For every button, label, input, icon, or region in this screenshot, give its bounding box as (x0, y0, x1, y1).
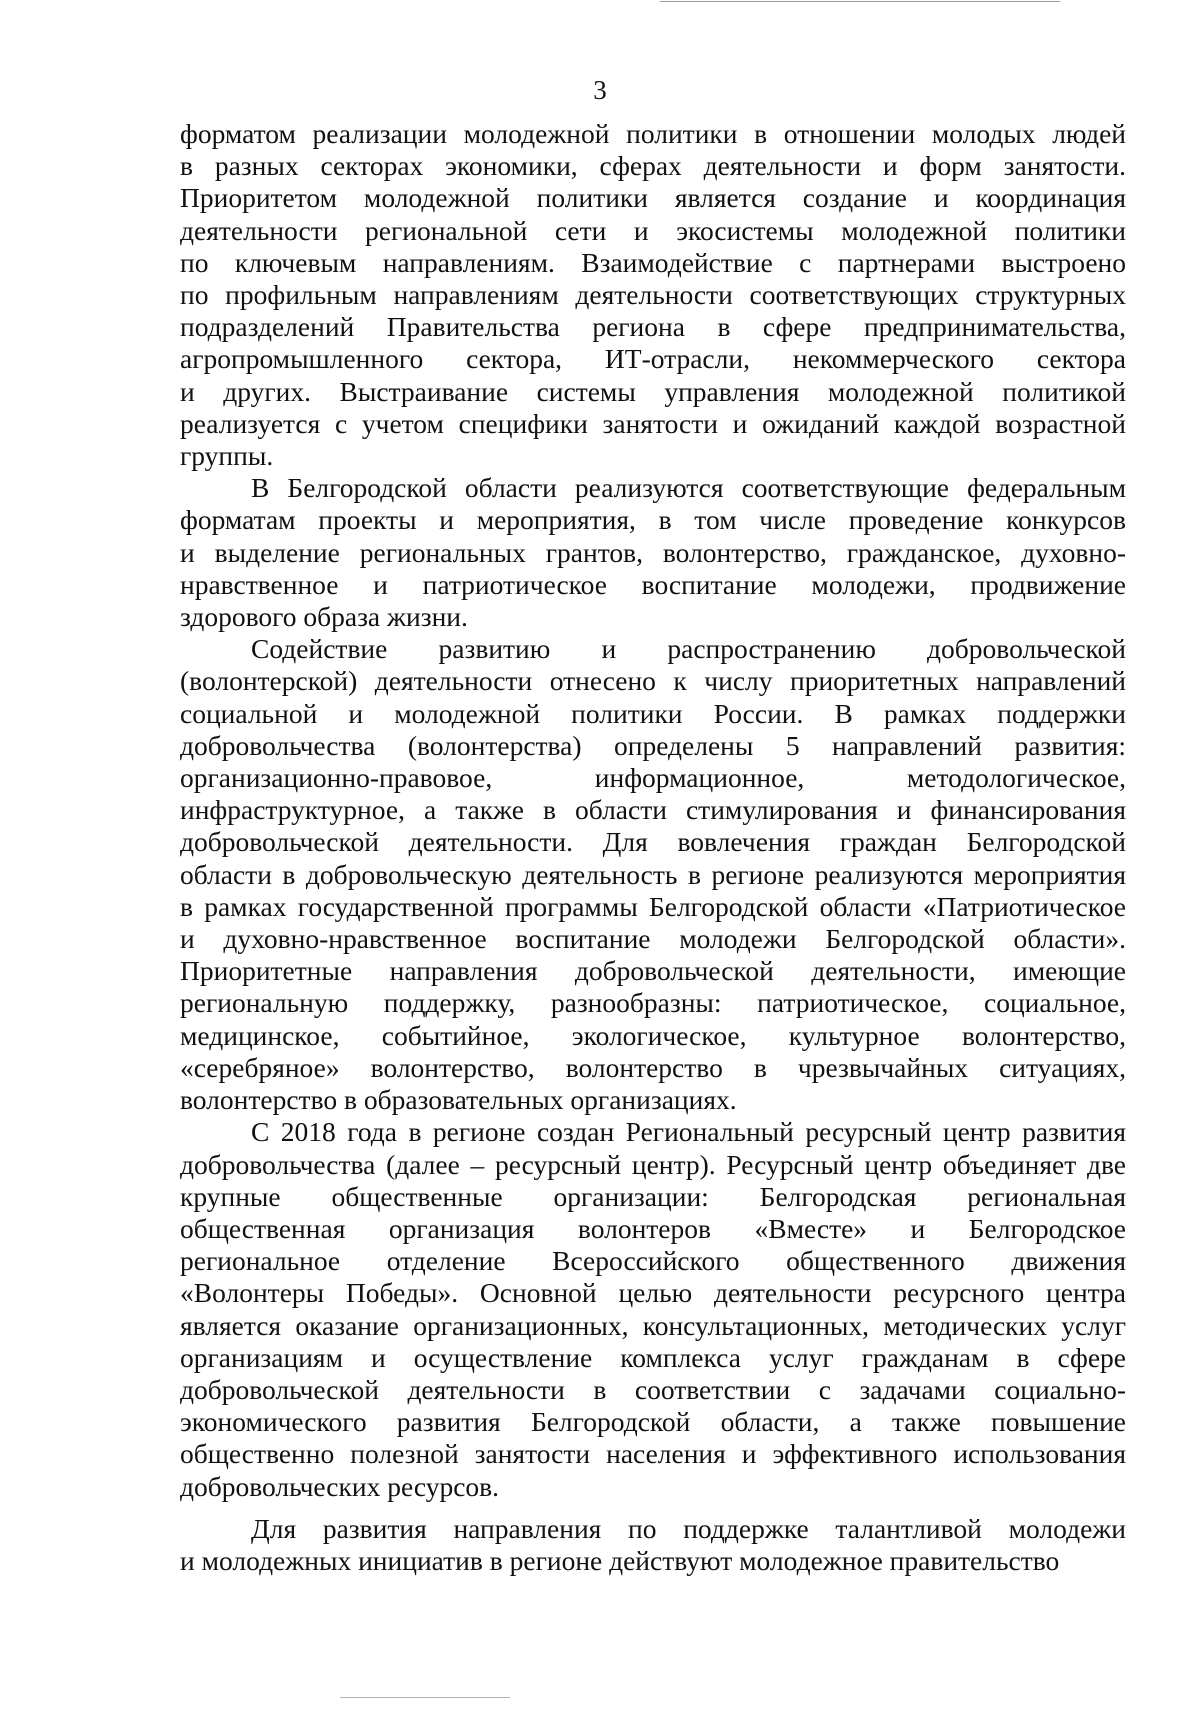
text-line: медицинское, событийное, экологическое, культурное волонтерство, (180, 1019, 1126, 1051)
text-line: Для развития направления по поддержке талантливой молодежи (251, 1512, 1126, 1544)
text-line: добровольческих ресурсов. (180, 1470, 500, 1502)
scan-artifact-top (660, 1, 1060, 2)
text-line: добровольческой деятельности в соответствии с задачами социально- (180, 1373, 1126, 1405)
text-line: Приоритетные направления добровольческой деятельности, имеющие (180, 955, 1126, 987)
text-line: С 2018 года в регионе создан Региональный ресурсный центр развития (251, 1116, 1126, 1148)
text-line: волонтерство в образовательных организациях. (180, 1084, 737, 1116)
text-line: по ключевым направлениям. Взаимодействие с партнерами выстроено (180, 246, 1126, 278)
text-line: агропромышленного сектора, ИТ-отрасли, некоммерческого сектора (180, 343, 1126, 375)
text-line: области в добровольческую деятельность в регионе реализуются мероприятия (180, 858, 1126, 890)
text-line: реализуется с учетом специфики занятости и ожиданий каждой возрастной (180, 407, 1126, 439)
text-line: региональную поддержку, разнообразны: патриотическое, социальное, (180, 987, 1126, 1019)
text-line: и выделение региональных грантов, волонтерство, гражданское, духовно- (180, 536, 1126, 568)
text-line: в рамках государственной программы Белгородской области «Патриотическое (180, 890, 1126, 922)
text-line: добровольчества (волонтерства) определены 5 направлений развития: (180, 729, 1126, 761)
text-line: является оказание организационных, консультационных, методических услуг (180, 1309, 1126, 1341)
text-line: в разных секторах экономики, сферах деятельности и форм занятости. (180, 150, 1126, 182)
text-line: подразделений Правительства региона в сфере предпринимательства, (180, 311, 1126, 343)
text-line: «Волонтеры Победы». Основной целью деятельности ресурсного центра (180, 1277, 1126, 1309)
text-line: общественно полезной занятости населения и эффективного использования (180, 1438, 1126, 1470)
text-line: «серебряное» волонтерство, волонтерство в чрезвычайных ситуациях, (180, 1051, 1126, 1083)
text-line: Приоритетом молодежной политики является создание и координация (180, 182, 1126, 214)
page-number: 3 (593, 75, 607, 105)
text-line: организационно-правовое, информационное, методологическое, (180, 762, 1126, 794)
scan-artifact-bottom (340, 1697, 510, 1698)
text-line: по профильным направлениям деятельности соответствующих структурных (180, 279, 1126, 311)
paragraph (180, 1116, 1126, 1502)
text-line: группы. (180, 440, 274, 472)
text-line: и молодежных инициатив в регионе действуют молодежное правительство (180, 1544, 1060, 1576)
document-body (180, 118, 1126, 1577)
text-line: инфраструктурное, а также в области стимулирования и финансирования (180, 794, 1126, 826)
text-line: добровольчества (далее – ресурсный центр). Ресурсный центр объединяет две (180, 1148, 1126, 1180)
text-line: региональное отделение Всероссийского общественного движения (180, 1245, 1126, 1277)
text-line: и других. Выстраивание системы управления молодежной политикой (180, 375, 1126, 407)
text-line: Содействие развитию и распространению добровольческой (251, 633, 1126, 665)
text-line: форматом реализации молодежной политики в отношении молодых людей (180, 118, 1126, 149)
text-line: (волонтерской) деятельности отнесено к числу приоритетных направлений (180, 665, 1126, 697)
paragraph (180, 1513, 1126, 1577)
text-line: деятельности региональной сети и экосистемы молодежной политики (180, 214, 1126, 246)
text-line: экономического развития Белгородской области, а также повышение (180, 1406, 1126, 1438)
paragraph (180, 118, 1126, 472)
text-line: и духовно-нравственное воспитание молодежи Белгородской области». (180, 923, 1126, 955)
text-line: общественная организация волонтеров «Вместе» и Белгородское (180, 1212, 1126, 1244)
text-line: нравственное и патриотическое воспитание молодежи, продвижение (180, 568, 1126, 600)
text-line: форматам проекты и мероприятия, в том числе проведение конкурсов (180, 504, 1126, 536)
text-line: здорового образа жизни. (180, 601, 468, 633)
text-line: социальной и молодежной политики России. В рамках поддержки (180, 697, 1126, 729)
paragraph (180, 472, 1126, 633)
text-line: организациям и осуществление комплекса услуг гражданам в сфере (180, 1341, 1126, 1373)
text-line: крупные общественные организации: Белгородская региональная (180, 1180, 1126, 1212)
text-line: В Белгородской области реализуются соответствующие федеральным (251, 472, 1126, 504)
paragraph (180, 633, 1126, 1116)
paragraph-gap (180, 1503, 1126, 1513)
text-line: добровольческой деятельности. Для вовлечения граждан Белгородской (180, 826, 1126, 858)
